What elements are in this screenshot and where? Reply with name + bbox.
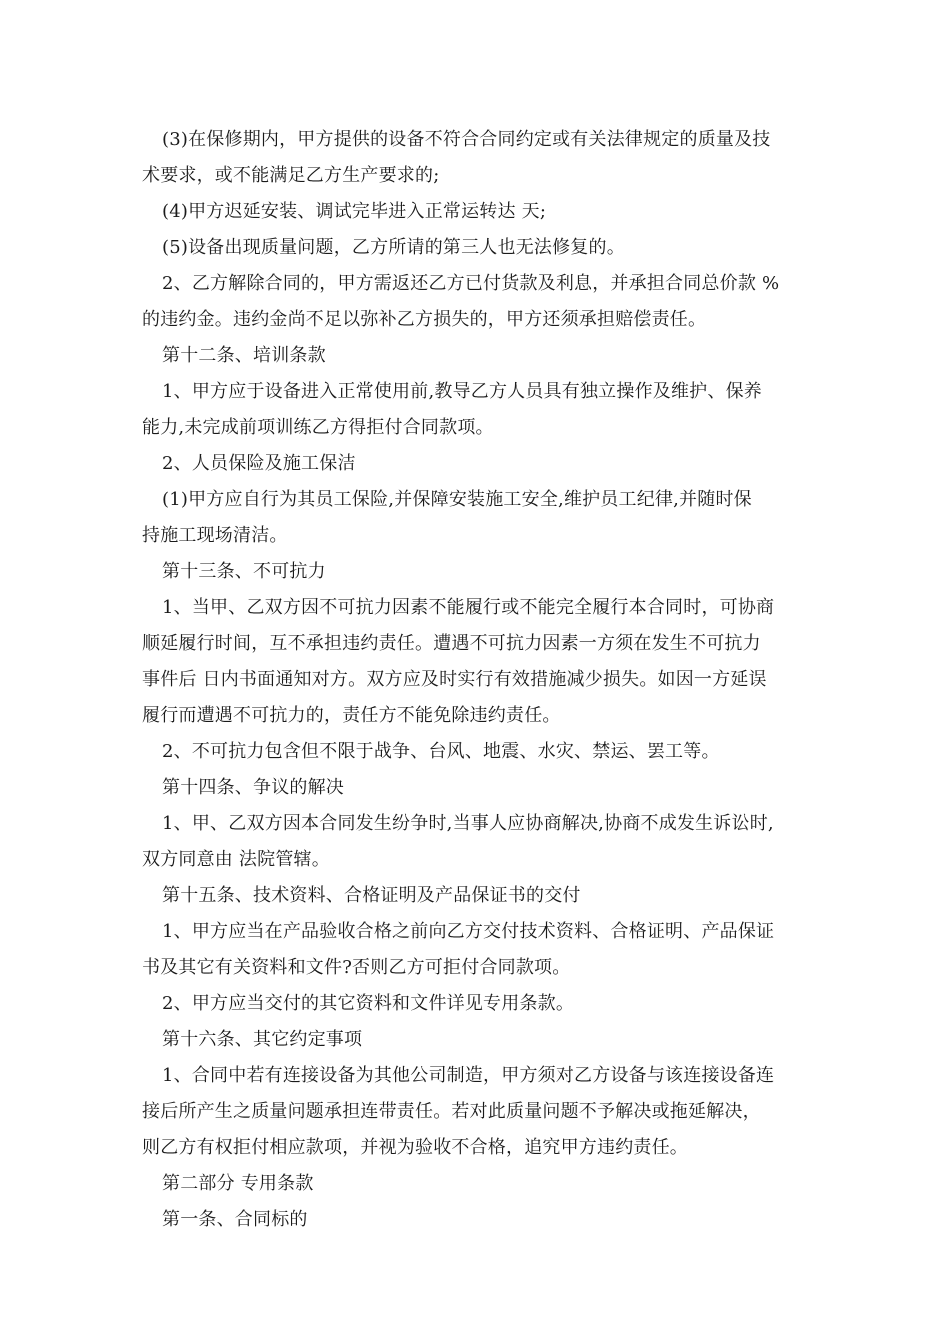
paragraph-line: 能力,未完成前项训练乙方得拒付合同款项。 [142, 417, 494, 438]
document-body [142, 122, 812, 1238]
paragraph-line: 书及其它有关资料和文件?否则乙方可拒付合同款项。 [142, 957, 571, 978]
section-heading: 第十三条、不可抗力 [162, 561, 326, 582]
paragraph-line: 则乙方有权拒付相应款项，并视为验收不合格，追究甲方违约责任。 [142, 1137, 688, 1158]
part-heading: 第二部分 专用条款 [162, 1173, 314, 1194]
paragraph-line: 接后所产生之质量问题承担连带责任。若对此质量问题不予解决或拖延解决， [142, 1101, 761, 1122]
paragraph-line: 2、不可抗力包含但不限于战争、台风、地震、水灾、禁运、罢工等。 [162, 741, 720, 762]
paragraph-line: 持施工现场清洁。 [142, 525, 288, 546]
section-heading: 第一条、合同标的 [162, 1209, 308, 1230]
section-heading: 第十六条、其它约定事项 [162, 1029, 363, 1050]
paragraph-line: 1、甲、乙双方因本合同发生纷争时,当事人应协商解决,协商不成发生诉讼时, [162, 813, 774, 834]
paragraph-line: 1、甲方应于设备进入正常使用前,教导乙方人员具有独立操作及维护、保养 [162, 381, 762, 402]
paragraph-line: 顺延履行时间，互不承担违约责任。遭遇不可抗力因素一方须在发生不可抗力 [142, 633, 761, 654]
paragraph-line: 2、人员保险及施工保洁 [162, 453, 356, 474]
paragraph-line: (3)在保修期内，甲方提供的设备不符合合同约定或有关法律规定的质量及技 [162, 129, 771, 150]
paragraph-line: 事件后 日内书面通知对方。双方应及时实行有效措施减少损失。如因一方延误 [142, 669, 767, 690]
section-heading: 第十五条、技术资料、合格证明及产品保证书的交付 [162, 885, 581, 906]
paragraph-line: (5)设备出现质量问题，乙方所请的第三人也无法修复的。 [162, 237, 625, 258]
paragraph-line: 的违约金。违约金尚不足以弥补乙方损失的，甲方还须承担赔偿责任。 [142, 309, 707, 330]
paragraph-line: 1、甲方应当在产品验收合格之前向乙方交付技术资料、合格证明、产品保证 [162, 921, 775, 942]
paragraph-line: 履行而遭遇不可抗力的，责任方不能免除违约责任。 [142, 705, 561, 726]
paragraph-line: 2、甲方应当交付的其它资料和文件详见专用条款。 [162, 993, 575, 1014]
paragraph-line: 2、乙方解除合同的，甲方需返还乙方已付货款及利息，并承担合同总价款 % [162, 273, 780, 294]
paragraph-line: 术要求，或不能满足乙方生产要求的; [142, 165, 440, 186]
section-heading: 第十二条、培训条款 [162, 345, 326, 366]
section-heading: 第十四条、争议的解决 [162, 777, 344, 798]
paragraph-line: 双方同意由 法院管辖。 [142, 849, 330, 870]
paragraph-line: (4)甲方迟延安装、调试完毕进入正常运转达 天; [162, 201, 547, 222]
paragraph-line: 1、合同中若有连接设备为其他公司制造，甲方须对乙方设备与该连接设备连 [162, 1065, 775, 1086]
paragraph-line: 1、当甲、乙双方因不可抗力因素不能履行或不能完全履行本合同时，可协商 [162, 597, 775, 618]
paragraph-line: (1)甲方应自行为其员工保险,并保障安装施工安全,维护员工纪律,并随时保 [162, 489, 752, 510]
